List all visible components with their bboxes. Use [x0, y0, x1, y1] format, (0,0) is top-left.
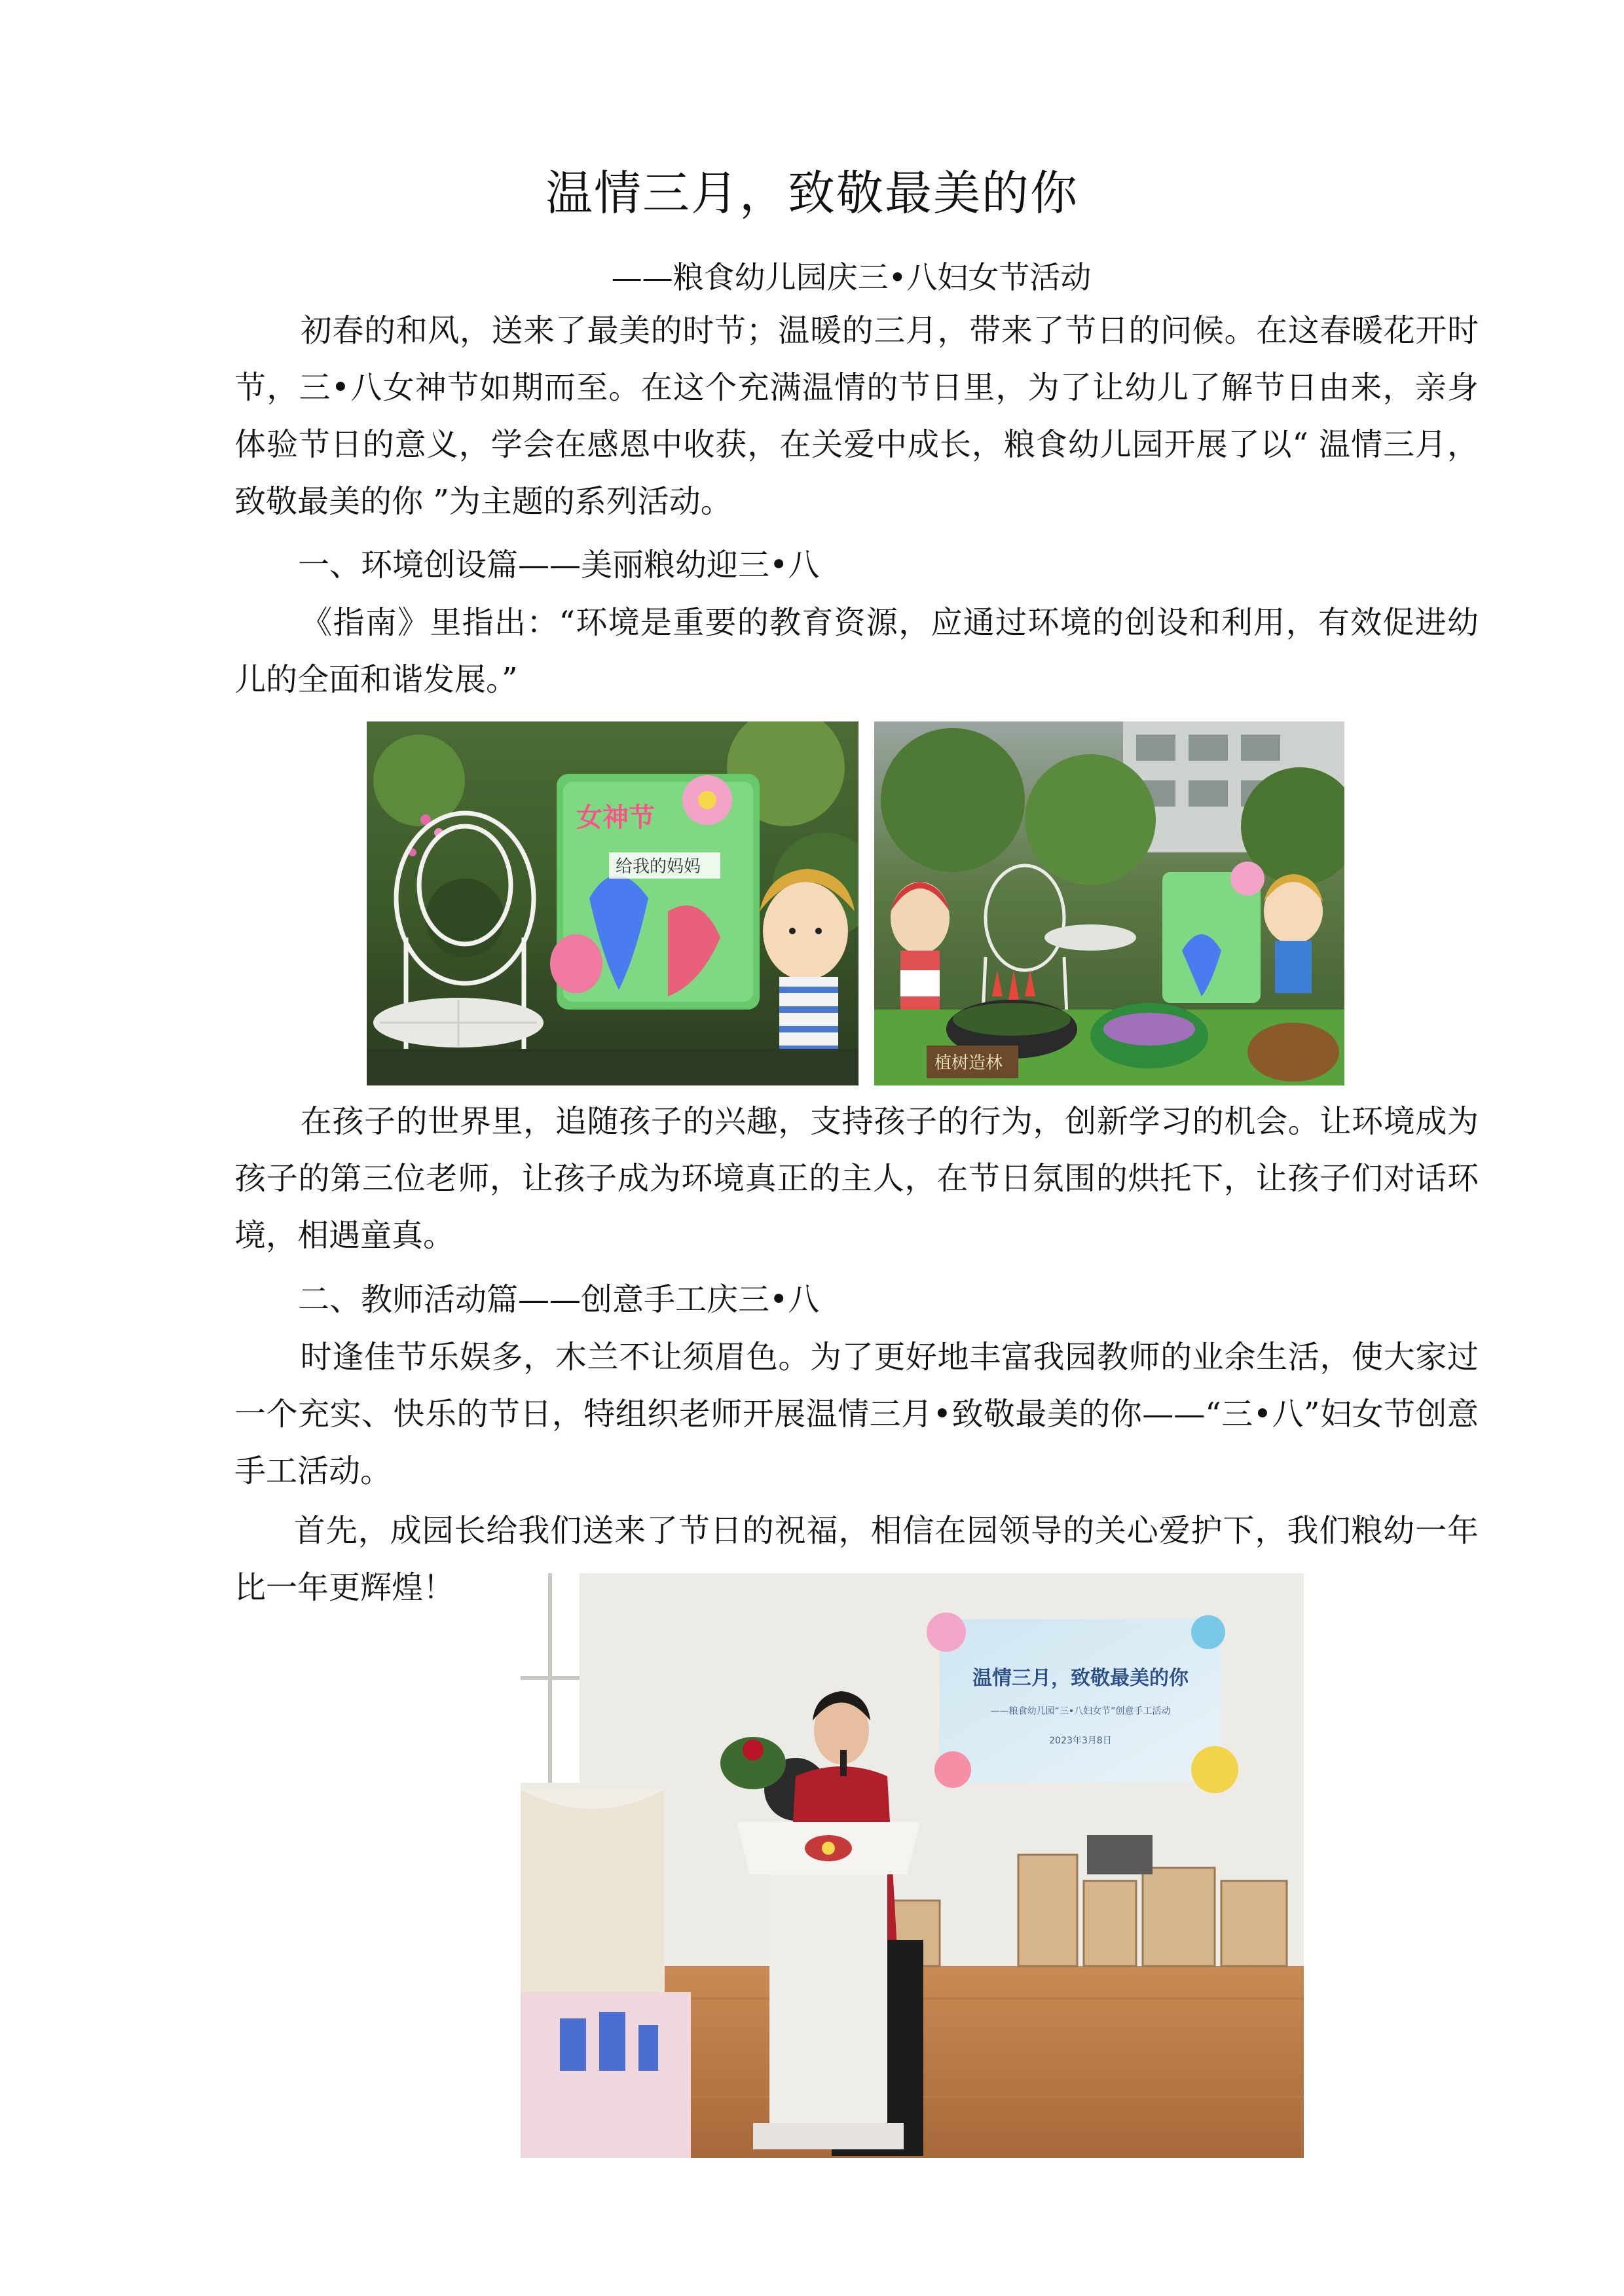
slide-subtitle: ——粮食幼儿园“三•八妇女节”创意手工活动: [990, 1706, 1171, 1717]
guide-text: 《指南》里指出：“环境是重要的教育资源，应通过环境的创设和利用，有效促进幼儿的全面和谐发展。”: [234, 604, 1479, 698]
photo-principal-speech: [521, 1573, 1304, 2158]
intro-paragraph: [234, 302, 1479, 530]
photo-garden-wide: [874, 721, 1344, 1085]
garden-board-note: 给我的妈妈: [616, 857, 701, 877]
slide-title: 温情三月，致敬最美的你: [972, 1667, 1189, 1690]
environment-text: 在孩子的世界里，追随孩子的兴趣，支持孩子的行为，创新学习的机会。让环境成为孩子的第三位老师，让孩子成为环境真正的主人，在节日氛围的烘托下，让孩子们对话环境，相遇童真。: [234, 1103, 1479, 1254]
photo-garden-board: [367, 721, 858, 1085]
page-title: 温情三月，致敬最美的你: [545, 166, 1079, 221]
speech-text: 首先，成园长给我们送来了节日的祝福，相信在园领导的关心爱护下，我们粮幼一年比一年更辉煌！: [234, 1512, 1479, 1606]
teachers-paragraph: [234, 1329, 1479, 1500]
teachers-text: 时逢佳节乐娱多，木兰不让须眉色。为了更好地丰富我园教师的业余生活，使大家过一个充实、快乐的节日，特组织老师开展温情三月•致敬最美的你——“三•八”妇女节创意手工活动。: [234, 1339, 1479, 1489]
garden-board-title: 女神节: [576, 803, 655, 833]
slide-date: 2023年3月8日: [1049, 1736, 1112, 1746]
section-heading-teachers: 二、教师活动篇——创意手工庆三•八: [298, 1281, 820, 1318]
intro-text: 初春的和风，送来了最美的时节；温暖的三月，带来了节日的问候。在这春暖花开时节，三•八女神节如期而至。在这个充满温情的节日里，为了让幼儿了解节日由来，亲身体验节日的意义，学会在感恩中收获，在关爱中成长，粮食幼儿园开展了以“ 温情三月，致敬最美的你 ”为主题的系列活动。: [234, 312, 1479, 520]
guide-paragraph: [234, 594, 1479, 708]
environment-paragraph: [234, 1093, 1479, 1264]
garden-wide-sign: 植树造林: [934, 1053, 1003, 1073]
section-heading-environment: 一、环境创设篇——美丽粮幼迎三•八: [298, 547, 820, 583]
page-subtitle: ——粮食幼儿园庆三•八妇女节活动: [611, 260, 1092, 296]
